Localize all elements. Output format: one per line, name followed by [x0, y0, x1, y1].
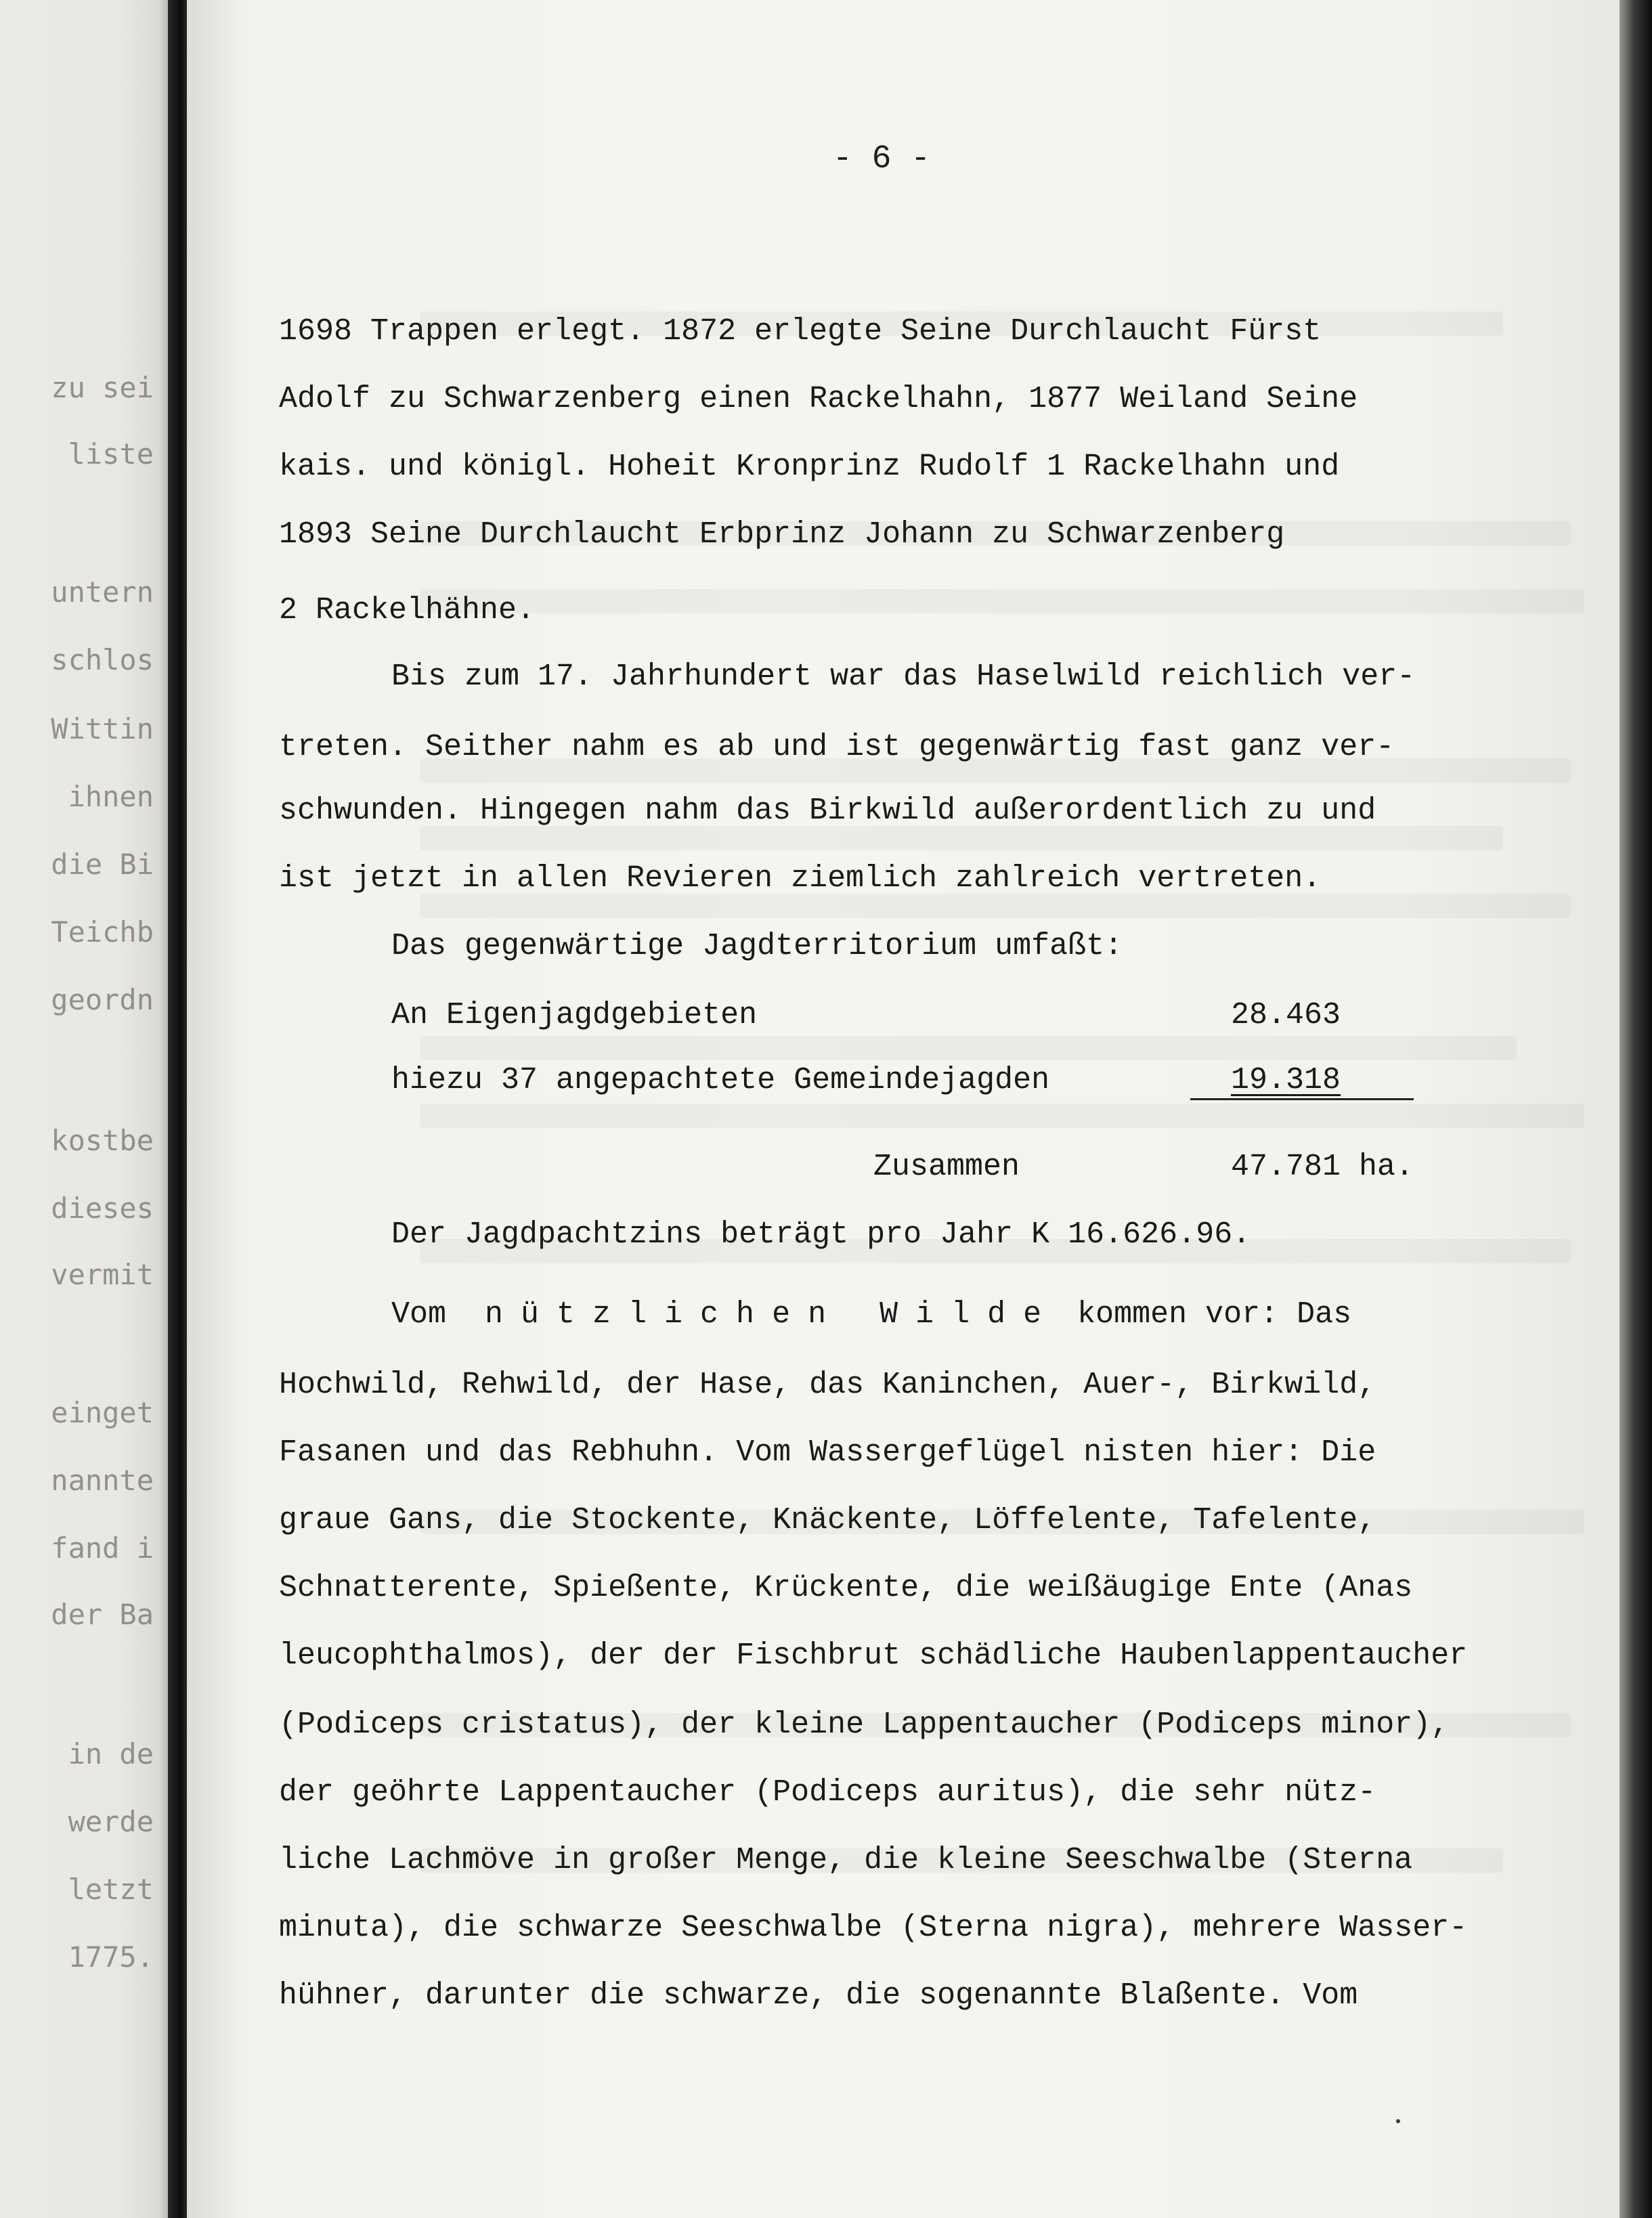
left-page-fragment: zu sei — [51, 371, 154, 404]
territory-total-label: Zusammen — [873, 1150, 1020, 1184]
useful-game-spaced: nützlichen Wilde — [485, 1297, 1060, 1332]
left-page-fragment: Wittin — [51, 712, 154, 745]
left-page-fragment: der Ba — [51, 1598, 154, 1631]
body-line: schwunden. Hingegen nahm das Birkwild außerordentlich zu und — [279, 793, 1376, 828]
sum-underline — [1190, 1098, 1414, 1100]
body-line: Hochwild, Rehwild, der Hase, das Kaninchen, Auer-, Birkwild, — [279, 1368, 1376, 1402]
left-page-fragment: schlos — [51, 643, 154, 676]
territory-label: hiezu 37 angepachtete Gemeindejagden — [391, 1063, 1050, 1097]
left-page-fragment: nannte — [51, 1464, 154, 1497]
left-page-fragment: die Bi — [51, 848, 154, 881]
body-line: Bis zum 17. Jahrhundert war das Haselwild reichlich ver- — [391, 659, 1416, 694]
body-line: leucophthalmos), der der Fischbrut schädliche Haubenlappentaucher — [279, 1638, 1468, 1673]
left-page-fragment: Teichb — [51, 915, 154, 949]
left-page-fragment: 1775. — [68, 1940, 154, 1974]
body-line: kais. und königl. Hoheit Kronprinz Rudolf 1 Rackelhahn und — [279, 450, 1340, 484]
left-page-fragment: kostbe — [51, 1124, 154, 1157]
body-line: 2 Rackelhähne. — [279, 593, 536, 628]
body-line: liche Lachmöve in großer Menge, die kleine Seeschwalbe (Sterna — [279, 1843, 1413, 1877]
useful-game-lead: Vom — [391, 1297, 447, 1332]
paper-speck — [1396, 2119, 1400, 2123]
body-line: Das gegenwärtige Jagdterritorium umfaßt: — [391, 929, 1123, 963]
useful-game-rest: kommen vor: Das — [1077, 1297, 1352, 1332]
territory-label: An Eigenjagdgebieten — [391, 998, 758, 1032]
left-page-fragment: geordn — [51, 983, 154, 1016]
left-page-fragment: fand i — [51, 1531, 154, 1565]
left-page-fragment: vermit — [51, 1258, 154, 1291]
territory-value: 19.318 — [1231, 1063, 1341, 1097]
body-line: treten. Seither nahm es ab und ist gegenwärtig fast ganz ver- — [279, 730, 1395, 764]
body-line: hühner, darunter die schwarze, die sogenannte Blaßente. Vom — [279, 1978, 1358, 2013]
page-edge-shadow — [1620, 0, 1652, 2218]
page-number: - 6 - — [833, 141, 931, 177]
body-line: graue Gans, die Stockente, Knäckente, Löffelente, Tafelente, — [279, 1503, 1376, 1538]
left-page-fragment: ihnen — [68, 780, 154, 813]
left-page-fragment: einget — [51, 1396, 154, 1429]
left-page-fragment: letzt — [68, 1873, 154, 1906]
left-page-fragment: liste — [68, 437, 154, 471]
body-line: 1893 Seine Durchlaucht Erbprinz Johann zu Schwarzenberg — [279, 517, 1285, 552]
territory-total-value: 47.781 ha. — [1231, 1150, 1414, 1184]
body-line: Der Jagdpachtzins beträgt pro Jahr K 16.626.96. — [391, 1217, 1251, 1252]
body-line: ist jetzt in allen Revieren ziemlich zahlreich vertreten. — [279, 861, 1322, 896]
left-facing-page — [0, 0, 173, 2218]
left-page-fragment: werde — [68, 1805, 154, 1838]
useful-game-heading-line — [391, 1296, 1351, 1334]
body-line: Schnatterente, Spießente, Krückente, die weißäugige Ente (Anas — [279, 1571, 1413, 1605]
body-line: Adolf zu Schwarzenberg einen Rackelhahn, 1877 Weiland Seine — [279, 382, 1358, 416]
body-line: (Podiceps cristatus), der kleine Lappentaucher (Podiceps minor), — [279, 1708, 1450, 1742]
left-page-fragment: dieses — [51, 1192, 154, 1225]
body-line: 1698 Trappen erlegt. 1872 erlegte Seine Durchlaucht Fürst — [279, 314, 1322, 349]
left-page-fragment: untern — [51, 575, 154, 609]
territory-value: 28.463 — [1231, 998, 1341, 1032]
body-line: der geöhrte Lappentaucher (Podiceps auritus), die sehr nütz- — [279, 1775, 1376, 1810]
body-line: minuta), die schwarze Seeschwalbe (Sterna nigra), mehrere Wasser- — [279, 1911, 1468, 1945]
left-page-fragment: in de — [68, 1737, 154, 1770]
body-line: Fasanen und das Rebhuhn. Vom Wassergeflügel nisten hier: Die — [279, 1435, 1376, 1470]
